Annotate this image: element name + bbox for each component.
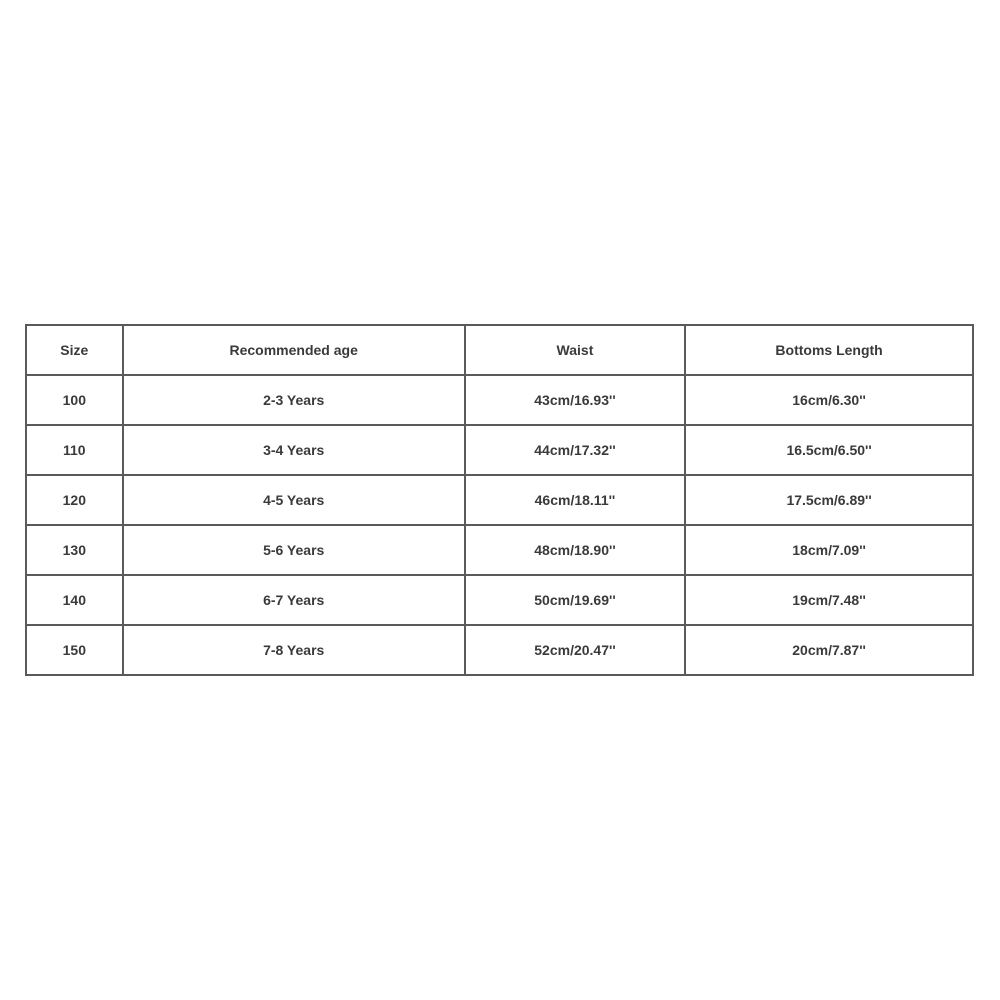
table-header-row <box>26 325 973 375</box>
table-row <box>26 475 973 525</box>
cell-recommended-age: 2-3 Years <box>123 375 465 425</box>
cell-size: 100 <box>26 375 123 425</box>
cell-size: 110 <box>26 425 123 475</box>
cell-waist: 43cm/16.93'' <box>465 375 685 425</box>
cell-size: 140 <box>26 575 123 625</box>
cell-bottoms-length: 16cm/6.30'' <box>685 375 973 425</box>
table-row <box>26 425 973 475</box>
cell-size: 150 <box>26 625 123 675</box>
cell-bottoms-length: 16.5cm/6.50'' <box>685 425 973 475</box>
cell-recommended-age: 3-4 Years <box>123 425 465 475</box>
table-row <box>26 625 973 675</box>
cell-waist: 52cm/20.47'' <box>465 625 685 675</box>
header-recommended-age: Recommended age <box>123 325 465 375</box>
cell-recommended-age: 5-6 Years <box>123 525 465 575</box>
header-size: Size <box>26 325 123 375</box>
header-bottoms-length: Bottoms Length <box>685 325 973 375</box>
cell-waist: 44cm/17.32'' <box>465 425 685 475</box>
cell-bottoms-length: 20cm/7.87'' <box>685 625 973 675</box>
size-chart-table <box>25 324 974 676</box>
cell-bottoms-length: 17.5cm/6.89'' <box>685 475 973 525</box>
cell-bottoms-length: 19cm/7.48'' <box>685 575 973 625</box>
table-row <box>26 575 973 625</box>
cell-waist: 48cm/18.90'' <box>465 525 685 575</box>
header-waist: Waist <box>465 325 685 375</box>
table-row <box>26 375 973 425</box>
cell-recommended-age: 6-7 Years <box>123 575 465 625</box>
cell-recommended-age: 7-8 Years <box>123 625 465 675</box>
table-row <box>26 525 973 575</box>
cell-recommended-age: 4-5 Years <box>123 475 465 525</box>
cell-waist: 46cm/18.11'' <box>465 475 685 525</box>
cell-bottoms-length: 18cm/7.09'' <box>685 525 973 575</box>
cell-size: 120 <box>26 475 123 525</box>
cell-waist: 50cm/19.69'' <box>465 575 685 625</box>
cell-size: 130 <box>26 525 123 575</box>
